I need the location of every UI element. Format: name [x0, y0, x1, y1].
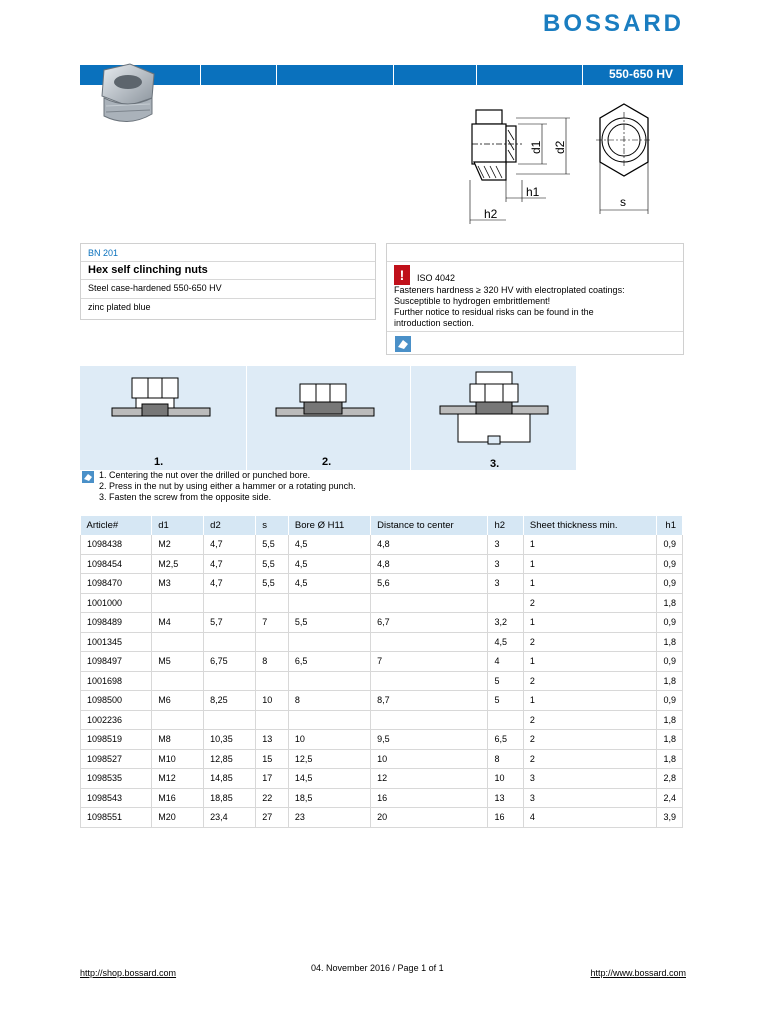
table-row	[81, 808, 683, 828]
col-h1: h1	[657, 516, 683, 535]
installation-drawings	[80, 366, 576, 470]
table-cell: 1098500	[81, 691, 152, 711]
table-cell: 13	[488, 788, 523, 808]
table-cell: 5,6	[371, 574, 488, 594]
table-cell: 1098535	[81, 769, 152, 789]
table-cell: 1,8	[657, 749, 683, 769]
col-distance: Distance to center	[371, 516, 488, 535]
table-cell	[256, 632, 289, 652]
table-cell	[204, 593, 256, 613]
hex-nut-photo	[90, 62, 162, 132]
table-cell: 22	[256, 788, 289, 808]
website-link[interactable]: http://www.bossard.com	[590, 968, 686, 978]
table-cell: 1,8	[657, 632, 683, 652]
table-cell	[288, 710, 370, 730]
table-row	[81, 749, 683, 769]
table-cell: 12,5	[288, 749, 370, 769]
table-cell	[371, 671, 488, 691]
table-row	[81, 730, 683, 750]
table-row	[81, 593, 683, 613]
table-cell: 8	[488, 749, 523, 769]
table-cell: 10	[371, 749, 488, 769]
table-cell: 1	[523, 535, 657, 554]
table-cell: 1,8	[657, 593, 683, 613]
table-cell: 5,5	[256, 535, 289, 554]
title-bar	[80, 65, 683, 85]
dimension-drawing	[462, 96, 677, 231]
table-cell: 0,9	[657, 554, 683, 574]
table-cell: 2	[523, 710, 657, 730]
table-cell: 3	[488, 535, 523, 554]
notice-standard: ISO 4042	[417, 273, 456, 283]
table-cell: 8	[256, 652, 289, 672]
table-cell: 2	[523, 632, 657, 652]
table-row	[81, 632, 683, 652]
table-cell: 4,8	[371, 535, 488, 554]
table-cell: 2	[523, 730, 657, 750]
table-cell: M6	[152, 691, 204, 711]
step-label-3: 3.	[490, 458, 500, 470]
table-cell: 1098438	[81, 535, 152, 554]
table-cell: 3	[488, 574, 523, 594]
notice-text: Fasteners hardness ≥ 320 HV with electroplated coatings: Susceptible to hydrogen embrittlement! Further notice to residual risks can be found in the introduction section.	[394, 285, 625, 328]
col-d1: d1	[152, 516, 204, 535]
instruction-2: 2. Press in the nut by using either a hammer or a rotating punch.	[99, 481, 356, 491]
table-cell	[204, 632, 256, 652]
table-cell: 15	[256, 749, 289, 769]
table-cell	[152, 710, 204, 730]
table-cell: 12,85	[204, 749, 256, 769]
instruction-1: 1. Centering the nut over the drilled or punched bore.	[99, 470, 311, 480]
table-cell: 18,5	[288, 788, 370, 808]
step-label-2: 2.	[322, 456, 332, 468]
table-cell: 0,9	[657, 613, 683, 633]
table-cell: 1098489	[81, 613, 152, 633]
brand-logo	[543, 10, 684, 38]
table-cell	[256, 710, 289, 730]
table-cell: 1098527	[81, 749, 152, 769]
label-h1: h1	[526, 185, 540, 199]
col-article: Article#	[81, 516, 152, 535]
table-cell: 1001345	[81, 632, 152, 652]
table-cell: 1	[523, 613, 657, 633]
info-icon	[82, 471, 94, 483]
table-cell: 4,5	[488, 632, 523, 652]
table-cell: 1098543	[81, 788, 152, 808]
table-cell: 3	[523, 769, 657, 789]
table-cell: M8	[152, 730, 204, 750]
table-cell: 5,5	[256, 574, 289, 594]
table-cell: 5,5	[256, 554, 289, 574]
table-cell	[288, 593, 370, 613]
table-cell: 7	[256, 613, 289, 633]
table-header-row	[81, 516, 683, 535]
table-cell: M10	[152, 749, 204, 769]
table-cell: 2	[523, 749, 657, 769]
table-cell	[256, 671, 289, 691]
table-cell: 10,35	[204, 730, 256, 750]
table-row	[81, 691, 683, 711]
shop-link[interactable]: http://shop.bossard.com	[80, 968, 177, 978]
table-cell: 10	[288, 730, 370, 750]
table-row	[81, 769, 683, 789]
brand-name: BOSSARD	[542, 10, 684, 37]
table-cell: 1,8	[657, 730, 683, 750]
table-cell: 8,25	[204, 691, 256, 711]
table-cell	[152, 671, 204, 691]
table-cell: 1098519	[81, 730, 152, 750]
product-material: Steel case-hardened 550-650 HV	[88, 283, 222, 293]
table-cell: 1	[523, 554, 657, 574]
table-cell: 4,5	[288, 554, 370, 574]
table-cell: 4,7	[204, 535, 256, 554]
table-cell	[204, 671, 256, 691]
table-cell: 9,5	[371, 730, 488, 750]
product-info-panel	[80, 243, 376, 320]
table-cell	[371, 593, 488, 613]
col-d2: d2	[204, 516, 256, 535]
table-cell: 13	[256, 730, 289, 750]
col-s: s	[256, 516, 289, 535]
table-cell: 1001698	[81, 671, 152, 691]
table-cell: 0,9	[657, 652, 683, 672]
step-instructions	[99, 470, 356, 503]
table-cell: 2	[523, 593, 657, 613]
table-cell: 23,4	[204, 808, 256, 828]
table-row	[81, 574, 683, 594]
note-icon	[395, 336, 411, 352]
table-cell: 16	[371, 788, 488, 808]
table-cell: 12	[371, 769, 488, 789]
col-h2: h2	[488, 516, 523, 535]
table-cell: 1	[523, 574, 657, 594]
table-cell: 8	[288, 691, 370, 711]
table-cell: 1	[523, 691, 657, 711]
table-cell: 4,7	[204, 554, 256, 574]
table-cell: 0,9	[657, 691, 683, 711]
table-cell: M2	[152, 535, 204, 554]
table-cell: 1	[523, 652, 657, 672]
table-cell: 18,85	[204, 788, 256, 808]
table-cell: 4	[523, 808, 657, 828]
table-cell: 1,8	[657, 671, 683, 691]
col-sheet: Sheet thickness min.	[523, 516, 657, 535]
table-cell: 1098497	[81, 652, 152, 672]
footer-right	[590, 963, 686, 981]
warning-icon: !	[394, 265, 410, 285]
notice-panel	[386, 243, 684, 355]
col-bore: Bore Ø H11	[288, 516, 370, 535]
table-cell: 6,5	[488, 730, 523, 750]
table-cell	[288, 632, 370, 652]
table-cell: 16	[488, 808, 523, 828]
instruction-3: 3. Fasten the screw from the opposite side.	[99, 492, 272, 502]
table-cell: 17	[256, 769, 289, 789]
table-cell: 1098470	[81, 574, 152, 594]
table-cell: 10	[488, 769, 523, 789]
table-cell: 3	[488, 554, 523, 574]
table-row	[81, 554, 683, 574]
table-cell: 6,5	[288, 652, 370, 672]
label-d2: d2	[553, 140, 567, 154]
table-cell: 1098551	[81, 808, 152, 828]
table-cell: 5,5	[288, 613, 370, 633]
table-cell	[371, 710, 488, 730]
product-finish: zinc plated blue	[88, 302, 151, 312]
table-cell: 27	[256, 808, 289, 828]
step-label-1: 1.	[154, 456, 164, 468]
table-cell: 1001000	[81, 593, 152, 613]
table-cell: 23	[288, 808, 370, 828]
label-d1: d1	[529, 140, 543, 154]
table-cell: 7	[371, 652, 488, 672]
table-cell: 10	[256, 691, 289, 711]
table-cell: M20	[152, 808, 204, 828]
table-cell: 4,8	[371, 554, 488, 574]
table-cell: 4	[488, 652, 523, 672]
table-cell: 14,5	[288, 769, 370, 789]
table-cell	[204, 710, 256, 730]
table-cell: 1098454	[81, 554, 152, 574]
table-cell: 5	[488, 671, 523, 691]
table-cell	[371, 632, 488, 652]
table-row	[81, 613, 683, 633]
table-cell: 5	[488, 691, 523, 711]
table-cell: 0,9	[657, 574, 683, 594]
table-cell	[488, 710, 523, 730]
table-cell: 2	[523, 671, 657, 691]
table-cell: 2,4	[657, 788, 683, 808]
table-cell: 3,9	[657, 808, 683, 828]
label-s: s	[620, 195, 626, 209]
table-cell: M16	[152, 788, 204, 808]
table-cell: M5	[152, 652, 204, 672]
table-cell: 4,7	[204, 574, 256, 594]
table-cell: 8,7	[371, 691, 488, 711]
label-h2: h2	[484, 207, 498, 221]
table-cell: 5,7	[204, 613, 256, 633]
product-code: BN 201	[88, 248, 119, 258]
table-row	[81, 788, 683, 808]
table-cell: M12	[152, 769, 204, 789]
table-cell: 4,5	[288, 535, 370, 554]
table-row	[81, 535, 683, 554]
table-cell: 4,5	[288, 574, 370, 594]
table-cell: 1,8	[657, 710, 683, 730]
table-cell	[488, 593, 523, 613]
table-cell	[152, 632, 204, 652]
table-cell: 6,7	[371, 613, 488, 633]
table-cell: M2,5	[152, 554, 204, 574]
table-row	[81, 671, 683, 691]
installation-steps-panel	[80, 366, 576, 470]
table-cell: 0,9	[657, 535, 683, 554]
table-row	[81, 710, 683, 730]
table-cell: 2,8	[657, 769, 683, 789]
table-cell: 6,75	[204, 652, 256, 672]
table-cell: 3	[523, 788, 657, 808]
table-cell	[152, 593, 204, 613]
table-cell: 20	[371, 808, 488, 828]
footer-center: 04. November 2016 / Page 1 of 1	[311, 963, 444, 973]
table-cell	[256, 593, 289, 613]
table-cell: 1002236	[81, 710, 152, 730]
table-cell: M4	[152, 613, 204, 633]
product-title: Hex self clinching nuts	[88, 264, 208, 276]
hardness-label: 550-650 HV	[608, 67, 673, 81]
footer-left	[80, 963, 176, 981]
table-cell	[288, 671, 370, 691]
specs-table	[80, 516, 683, 828]
table-row	[81, 652, 683, 672]
table-cell: M3	[152, 574, 204, 594]
table-cell: 3,2	[488, 613, 523, 633]
table-cell: 14,85	[204, 769, 256, 789]
